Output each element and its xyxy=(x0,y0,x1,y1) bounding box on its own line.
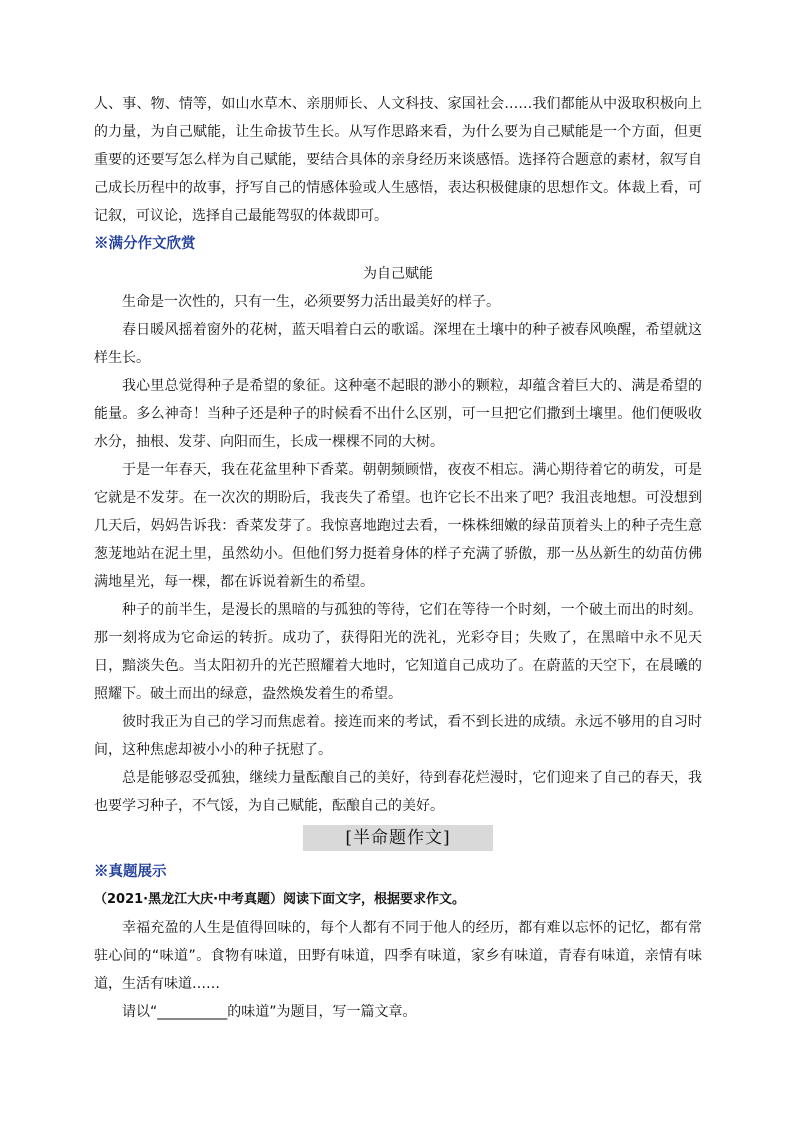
essay-paragraph: 生命是一次性的，只有一生，必须要努力活出最美好的样子。 xyxy=(122,294,500,310)
page-content xyxy=(94,90,702,1026)
section-heading-real-exam: ※真题展示 xyxy=(94,863,167,880)
essay-paragraph: 总是能够忍受孤独，继续力量酝酿自己的美好，待到春花烂漫时，它们迎来了自己的春天，我也要学习种子，不气馁，为自己赋能，酝酿自己的美好。 xyxy=(94,770,702,814)
section-heading-full-score: ※满分作文欣赏 xyxy=(94,235,196,252)
essay-paragraph: 种子的前半生，是漫长的黑暗的与孤独的等待，它们在等待一个时刻，一个破土而出的时刻。那一刻将成为它命运的转折。成功了，获得阳光的洗礼，光彩夺目；失败了，在黑暗中永不见天日，黯淡失色。当太阳初升的光芒照耀着大地时，它知道自己成功了。在蔚蓝的天空下，在晨曦的照耀下。破土而出的绿意，盎然焕发着生的希望。 xyxy=(94,602,702,702)
essay-paragraph: 于是一年春天，我在花盆里种下香菜。朝朝频顾惜，夜夜不相忘。满心期待着它的萌发，可是它就是不发芽。在一次次的期盼后，我丧失了希望。也许它长不出来了吧？我沮丧地想。可没想到几天后，妈妈告诉我：香菜发芽了。我惊喜地跑过去看，一株株细嫩的绿苗顶着头上的种子壳生意葱茏地站在泥土里，虽然幼小。但他们努力挺着身体的样子充满了骄傲，那一丛丛新生的幼苗仿佛满地星光，每一棵，都在诉说着新生的希望。 xyxy=(94,462,702,590)
essay-paragraph: 我心里总觉得种子是希望的象征。这种毫不起眼的渺小的颗粒，却蕴含着巨大的、满是希望的能量。多么神奇！当种子还是种子的时候看不出什么区别，可一旦把它们撒到土壤里。他们便吸收水分，抽根、发芽、向阳而生，长成一棵棵不同的大树。 xyxy=(94,378,702,450)
question-text: 幸福充盈的人生是值得回味的，每个人都有不同于他人的经历，都有难以忘怀的记忆，都有常驻心间的“味道”。食物有味道，田野有味道，四季有味道，家乡有味道，青春有味道，亲情有味道，生活有味道…… xyxy=(94,920,702,992)
question-source: （2021·黑龙江大庆·中考真题）阅读下面文字，根据要求作文。 xyxy=(94,892,466,907)
essay-paragraph: 彼时我正为自己的学习而焦虑着。接连而来的考试，看不到长进的成绩。永远不够用的自习时间，这种焦虑却被小小的种子抚慰了。 xyxy=(94,714,702,758)
question-prompt: 请以“__________的味道”为题目，写一篇文章。 xyxy=(122,1004,417,1020)
banner-row xyxy=(94,825,702,851)
semi-proposition-banner: [半命题作文] xyxy=(303,825,493,851)
essay-paragraph: 春日暖风摇着窗外的花树，蓝天唱着白云的歌谣。深埋在土壤中的种子被春风唤醒，希望就这样生长。 xyxy=(94,322,702,366)
essay-title: 为自己赋能 xyxy=(363,266,433,282)
intro-paragraph: 人、事、物、情等，如山水草木、亲朋师长、人文科技、家国社会……我们都能从中汲取积极向上的力量，为自己赋能，让生命拔节生长。从写作思路来看，为什么要为自己赋能是一个方面，但更重要的还要写怎么样为自己赋能，要结合具体的亲身经历来谈感悟。选择符合题意的素材，叙写自己成长历程中的故事，抒写自己的情感体验或人生感悟，表达积极健康的思想作文。体裁上看，可记叙，可议论，选择自己最能驾驭的体裁即可。 xyxy=(94,96,702,224)
